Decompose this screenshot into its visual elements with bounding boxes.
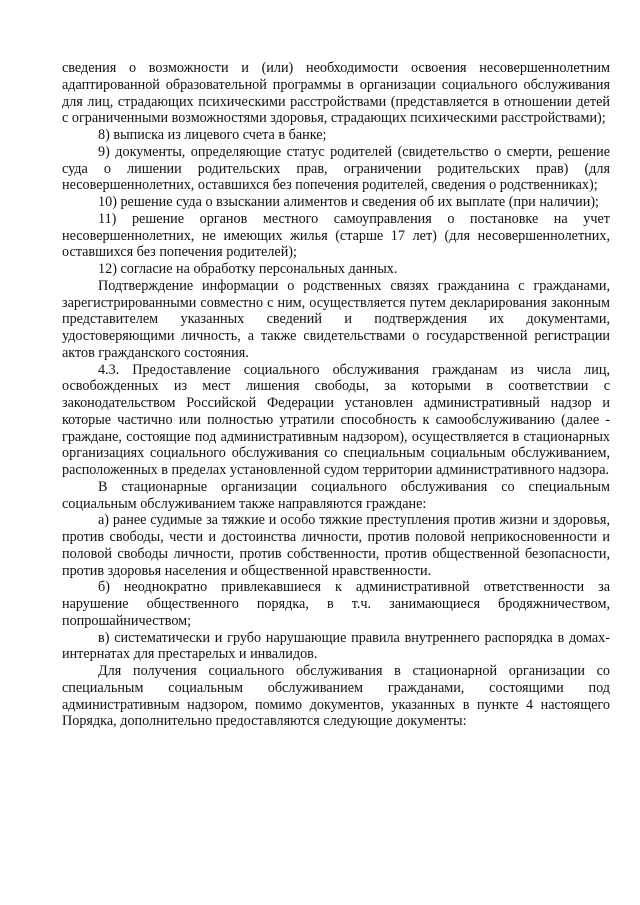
paragraph-continuation: сведения о возможности и (или) необходимости освоения несовершеннолетним адаптированной образовательной программы в организации социального обслуживания для лиц, страдающих психическими расстройствами (представляется в отношении детей с ограниченными возможностями здоровья, страдающих психическими расстройствами); (62, 60, 610, 127)
paragraph-referred-citizens: В стационарные организации социального обслуживания со специальным социальным обслуживанием также направляются граждане: (62, 478, 610, 512)
list-item-9: 9) документы, определяющие статус родителей (свидетельство о смерти, решение суда о лишении родительских прав, ограничении родительских прав) (для несовершеннолетних, оставшихся без попечения родителей, сведения о родственниках); (62, 143, 610, 194)
list-item-a: а) ранее судимые за тяжкие и особо тяжкие преступления против жизни и здоровья, против свободы, чести и достоинства личности, против половой неприкосновенности и половой свободы личности, против собственности, против общественной безопасности, против здоровья населения и общественной нравственности. (62, 512, 610, 579)
paragraph-additional-documents: Для получения социального обслуживания в стационарной организации со специальным социальным обслуживанием гражданами, состоящими под административным надзором, помимо документов, указанных в пункте 4 настоящего Порядка, дополнительно предоставляются следующие документы: (62, 663, 610, 730)
document-page (62, 60, 610, 730)
list-item-b: б) неоднократно привлекавшиеся к административной ответственности за нарушение общественного порядка, в т.ч. занимающиеся бродяжничеством, попрошайничеством; (62, 579, 610, 629)
list-item-v: в) систематически и грубо нарушающие правила внутреннего распорядка в домах-интернатах для престарелых и инвалидов. (62, 629, 610, 663)
list-item-12: 12) согласие на обработку персональных данных. (98, 261, 398, 277)
list-item-11: 11) решение органов местного самоуправления о постановке на учет несовершеннолетних, не имеющих жилья (старше 17 лет) (для несовершеннолетних, оставшихся без попечения родителей); (62, 210, 610, 261)
list-item-10: 10) решение суда о взыскании алиментов и сведения об их выплате (при наличии); (98, 194, 599, 210)
section-4-3-paragraph: 4.3. Предоставление социального обслуживания гражданам из числа лиц, освобожденных из мест лишения свободы, за которыми в соответствии с законодательством Российской Федерации установлен административный надзор и которые частично или полностью утратили способность к самообслуживанию (далее - граждане, состоящие под административным надзором), осуществляется в стационарных организациях социального обслуживания со специальным социальным обслуживанием, расположенных в пределах установленной судом территории административного надзора. (62, 361, 610, 478)
list-item-8: 8) выписка из лицевого счета в банке; (98, 127, 327, 143)
paragraph-relationship-confirmation: Подтверждение информации о родственных связях гражданина с гражданами, зарегистрированными совместно с ним, осуществляется путем декларирования законным представителем указанных сведений и подтверждения их документами, удостоверяющими личность, а также свидетельствами о государственной регистрации актов гражданского состояния. (62, 277, 610, 361)
